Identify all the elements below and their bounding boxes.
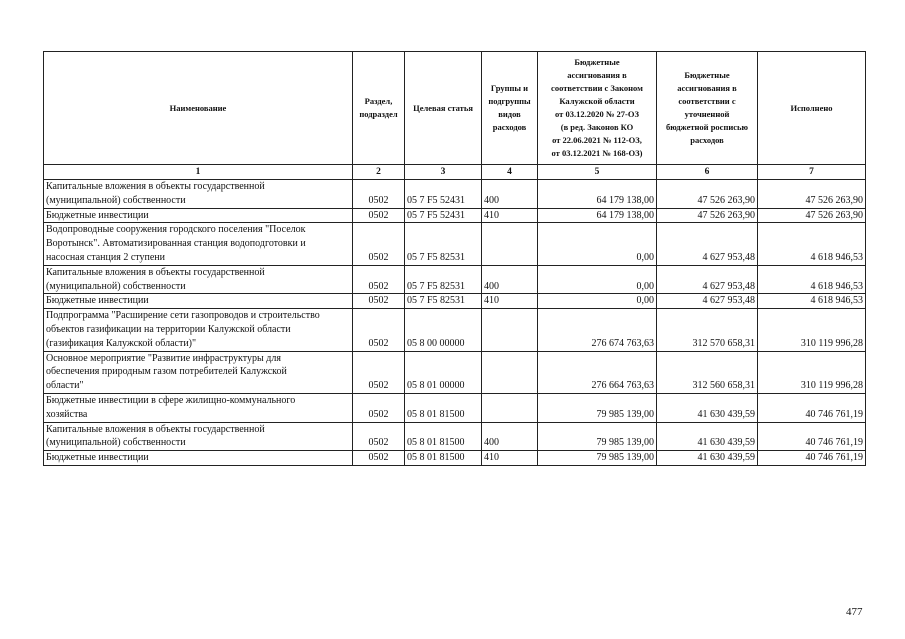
row-executed: 47 526 263,90	[758, 180, 866, 209]
table-row	[44, 422, 866, 451]
row-target-article: 05 7 F5 82531	[405, 294, 482, 309]
row-section: 0502	[353, 180, 405, 209]
row-law-allocation: 0,00	[538, 223, 657, 265]
row-expense-group	[482, 309, 538, 351]
header-refined-allocations: Бюджетные ассигнования в соответствии с уточненной бюджетной росписью расходов	[657, 52, 758, 165]
row-name: Бюджетные инвестиции	[44, 451, 353, 466]
row-law-allocation: 0,00	[538, 294, 657, 309]
row-section: 0502	[353, 351, 405, 393]
table-row	[44, 294, 866, 309]
row-name: Капитальные вложения в объекты государственной (муниципальной) собственности	[44, 422, 353, 451]
header-row	[44, 52, 866, 165]
row-section: 0502	[353, 309, 405, 351]
row-name: Бюджетные инвестиции	[44, 294, 353, 309]
table-row	[44, 451, 866, 466]
header-section: Раздел, подраздел	[353, 52, 405, 165]
row-refined-allocation: 312 570 658,31	[657, 309, 758, 351]
table-row	[44, 223, 866, 265]
row-name: Основное мероприятие "Развитие инфраструктуры для обеспечения природным газом потребителей Калужской области"	[44, 351, 353, 393]
table-row	[44, 265, 866, 294]
row-expense-group	[482, 351, 538, 393]
table-row	[44, 351, 866, 393]
row-law-allocation: 276 674 763,63	[538, 309, 657, 351]
table-row	[44, 393, 866, 422]
row-executed: 310 119 996,28	[758, 351, 866, 393]
row-section: 0502	[353, 393, 405, 422]
row-expense-group	[482, 223, 538, 265]
column-number-row	[44, 165, 866, 180]
row-law-allocation: 276 664 763,63	[538, 351, 657, 393]
row-target-article: 05 8 01 81500	[405, 451, 482, 466]
row-executed: 40 746 761,19	[758, 422, 866, 451]
header-expense-groups: Группы и подгруппы видов расходов	[482, 52, 538, 165]
row-law-allocation: 79 985 139,00	[538, 393, 657, 422]
row-refined-allocation: 4 627 953,48	[657, 265, 758, 294]
row-section: 0502	[353, 208, 405, 223]
row-law-allocation: 0,00	[538, 265, 657, 294]
row-target-article: 05 8 00 00000	[405, 309, 482, 351]
row-name: Капитальные вложения в объекты государственной (муниципальной) собственности	[44, 180, 353, 209]
row-executed: 40 746 761,19	[758, 393, 866, 422]
row-refined-allocation: 47 526 263,90	[657, 180, 758, 209]
row-law-allocation: 79 985 139,00	[538, 451, 657, 466]
table-row	[44, 208, 866, 223]
column-number: 1	[44, 165, 353, 180]
row-refined-allocation: 47 526 263,90	[657, 208, 758, 223]
column-number: 6	[657, 165, 758, 180]
column-number: 5	[538, 165, 657, 180]
budget-table	[43, 51, 866, 466]
row-law-allocation: 64 179 138,00	[538, 180, 657, 209]
row-section: 0502	[353, 294, 405, 309]
row-expense-group: 410	[482, 451, 538, 466]
row-expense-group: 400	[482, 265, 538, 294]
row-expense-group: 400	[482, 180, 538, 209]
row-section: 0502	[353, 265, 405, 294]
row-target-article: 05 7 F5 82531	[405, 223, 482, 265]
page-number: 477	[846, 606, 863, 618]
row-name: Бюджетные инвестиции в сфере жилищно-коммунального хозяйства	[44, 393, 353, 422]
row-executed: 310 119 996,28	[758, 309, 866, 351]
row-target-article: 05 8 01 81500	[405, 422, 482, 451]
column-number: 3	[405, 165, 482, 180]
row-refined-allocation: 312 560 658,31	[657, 351, 758, 393]
table-row	[44, 309, 866, 351]
row-executed: 4 618 946,53	[758, 294, 866, 309]
header-name: Наименование	[44, 52, 353, 165]
row-refined-allocation: 4 627 953,48	[657, 294, 758, 309]
row-expense-group: 400	[482, 422, 538, 451]
row-name: Водопроводные сооружения городского поселения "Поселок Воротынск". Автоматизированная станция водоподготовки и насосная станция 2 ступени	[44, 223, 353, 265]
header-executed: Исполнено	[758, 52, 866, 165]
row-expense-group	[482, 393, 538, 422]
row-target-article: 05 7 F5 82531	[405, 265, 482, 294]
row-refined-allocation: 41 630 439,59	[657, 451, 758, 466]
row-section: 0502	[353, 451, 405, 466]
row-refined-allocation: 4 627 953,48	[657, 223, 758, 265]
row-name: Бюджетные инвестиции	[44, 208, 353, 223]
row-section: 0502	[353, 223, 405, 265]
row-section: 0502	[353, 422, 405, 451]
row-executed: 40 746 761,19	[758, 451, 866, 466]
table-body	[44, 180, 866, 466]
table-row	[44, 180, 866, 209]
row-target-article: 05 7 F5 52431	[405, 208, 482, 223]
row-refined-allocation: 41 630 439,59	[657, 422, 758, 451]
column-number: 7	[758, 165, 866, 180]
row-executed: 47 526 263,90	[758, 208, 866, 223]
row-expense-group: 410	[482, 208, 538, 223]
header-law-allocations: Бюджетные ассигнования в соответствии с Законом Калужской области от 03.12.2020 № 27-ОЗ (в ред. Законов КО от 22.06.2021 № 112-ОЗ, от 03.12.2021 № 168-ОЗ)	[538, 52, 657, 165]
row-target-article: 05 8 01 81500	[405, 393, 482, 422]
row-expense-group: 410	[482, 294, 538, 309]
column-number: 4	[482, 165, 538, 180]
header-target-article: Целевая статья	[405, 52, 482, 165]
row-law-allocation: 64 179 138,00	[538, 208, 657, 223]
row-executed: 4 618 946,53	[758, 223, 866, 265]
row-target-article: 05 7 F5 52431	[405, 180, 482, 209]
column-number: 2	[353, 165, 405, 180]
row-refined-allocation: 41 630 439,59	[657, 393, 758, 422]
row-executed: 4 618 946,53	[758, 265, 866, 294]
row-name: Капитальные вложения в объекты государственной (муниципальной) собственности	[44, 265, 353, 294]
row-name: Подпрограмма "Расширение сети газопроводов и строительство объектов газификации на территории Калужской области (газификация Калужской области)"	[44, 309, 353, 351]
row-law-allocation: 79 985 139,00	[538, 422, 657, 451]
row-target-article: 05 8 01 00000	[405, 351, 482, 393]
